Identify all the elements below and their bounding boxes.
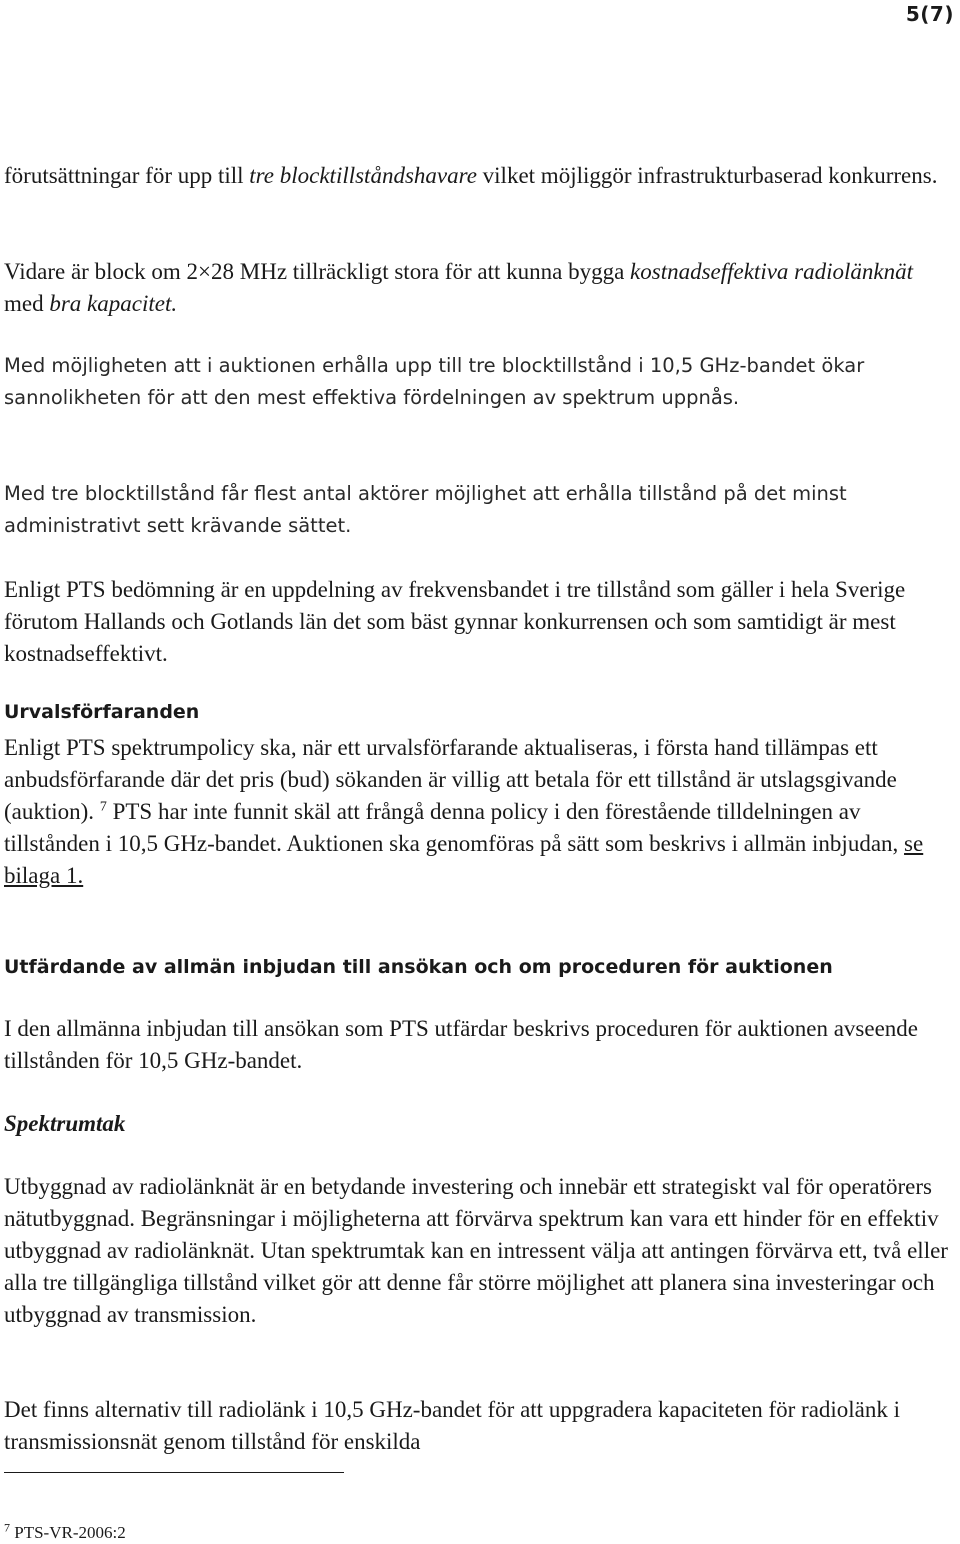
paragraph-4: Med tre blocktillstånd får flest antal aktörer möjlighet att erhålla tillstånd på det minst administrativt sett krävande sättet. [4, 482, 847, 537]
paragraph-8: Utbyggnad av radiolänknät är en betydande investering och innebär ett strategiskt val för operatörers nätutbyggnad. Begränsningar i möjligheterna att förvärva spektrum kan vara ett hinder för en effektiv utbyggnad av radiolänknät. Utan spektrumtak kan en intressent välja att antingen förvärva ett, två eller alla tre tillgängliga tillstånd vilket gör att denne får större möjlighet att planera sina investeringar och utbyggnad av transmission. [4, 1174, 948, 1327]
appendix-link[interactable]: se bilaga 1. [4, 831, 924, 888]
paragraph-9: Det finns alternativ till radiolänk i 10,5 GHz-bandet för att uppgradera kapaciteten för radiolänk i transmissionsnät genom tillstånd för enskilda [4, 1397, 901, 1454]
footnote-separator [4, 1472, 344, 1473]
paragraph-2: Vidare är block om 2×28 MHz tillräckligt stora för att kunna bygga kostnadseffektiva radiolänknät med bra kapacitet. [4, 259, 914, 316]
footnote-mark: 7 [4, 1520, 10, 1535]
heading-utfardande: Utfärdande av allmän inbjudan till ansökan och om proceduren för auktionen [4, 956, 833, 978]
page-number: 5(7) [905, 2, 954, 26]
heading-spektrumtak: Spektrumtak [4, 1111, 126, 1136]
paragraph-7: I den allmänna inbjudan till ansökan som PTS utfärdar beskrivs proceduren för auktionen avseende tillstånden för 10,5 GHz-bandet. [4, 1016, 918, 1073]
paragraph-3: Med möjligheten att i auktionen erhålla upp till tre blocktillstånd i 10,5 GHz-bandet ökar sannolikheten för att den mest effektiva fördelningen av spektrum uppnås. [4, 354, 865, 409]
paragraph-1: förutsättningar för upp till tre blocktillståndshavare vilket möjliggör infrastrukturbaserad konkurrens. [4, 163, 938, 188]
footnote-text: PTS-VR-2006:2 [10, 1523, 126, 1542]
heading-urvalsforfaranden: Urvalsförfaranden [4, 701, 200, 723]
paragraph-5: Enligt PTS bedömning är en uppdelning av frekvensbandet i tre tillstånd som gäller i hela Sverige förutom Hallands och Gotlands län det som bäst gynnar konkurrensen och som samtidigt är mest kostnadseffektivt. [4, 577, 906, 666]
footnote [4, 1522, 126, 1544]
paragraph-6: Enligt PTS spektrumpolicy ska, när ett urvalsförfarande aktualiseras, i första hand tillämpas ett anbudsförfarande där det pris (bud) sökanden är villig att betala för ett tillstånd är utslagsgivande (auktion). $^7$ PTS har inte funnit skäl att frångå denna policy i den förestående tilldelningen av tillstånden i 10,5 GHz-bandet. Auktionen ska genomföras på sätt som beskrivs i allmän inbjudan, se bilaga 1. [4, 735, 924, 888]
footnote-reference[interactable]: 7 [99, 799, 107, 815]
